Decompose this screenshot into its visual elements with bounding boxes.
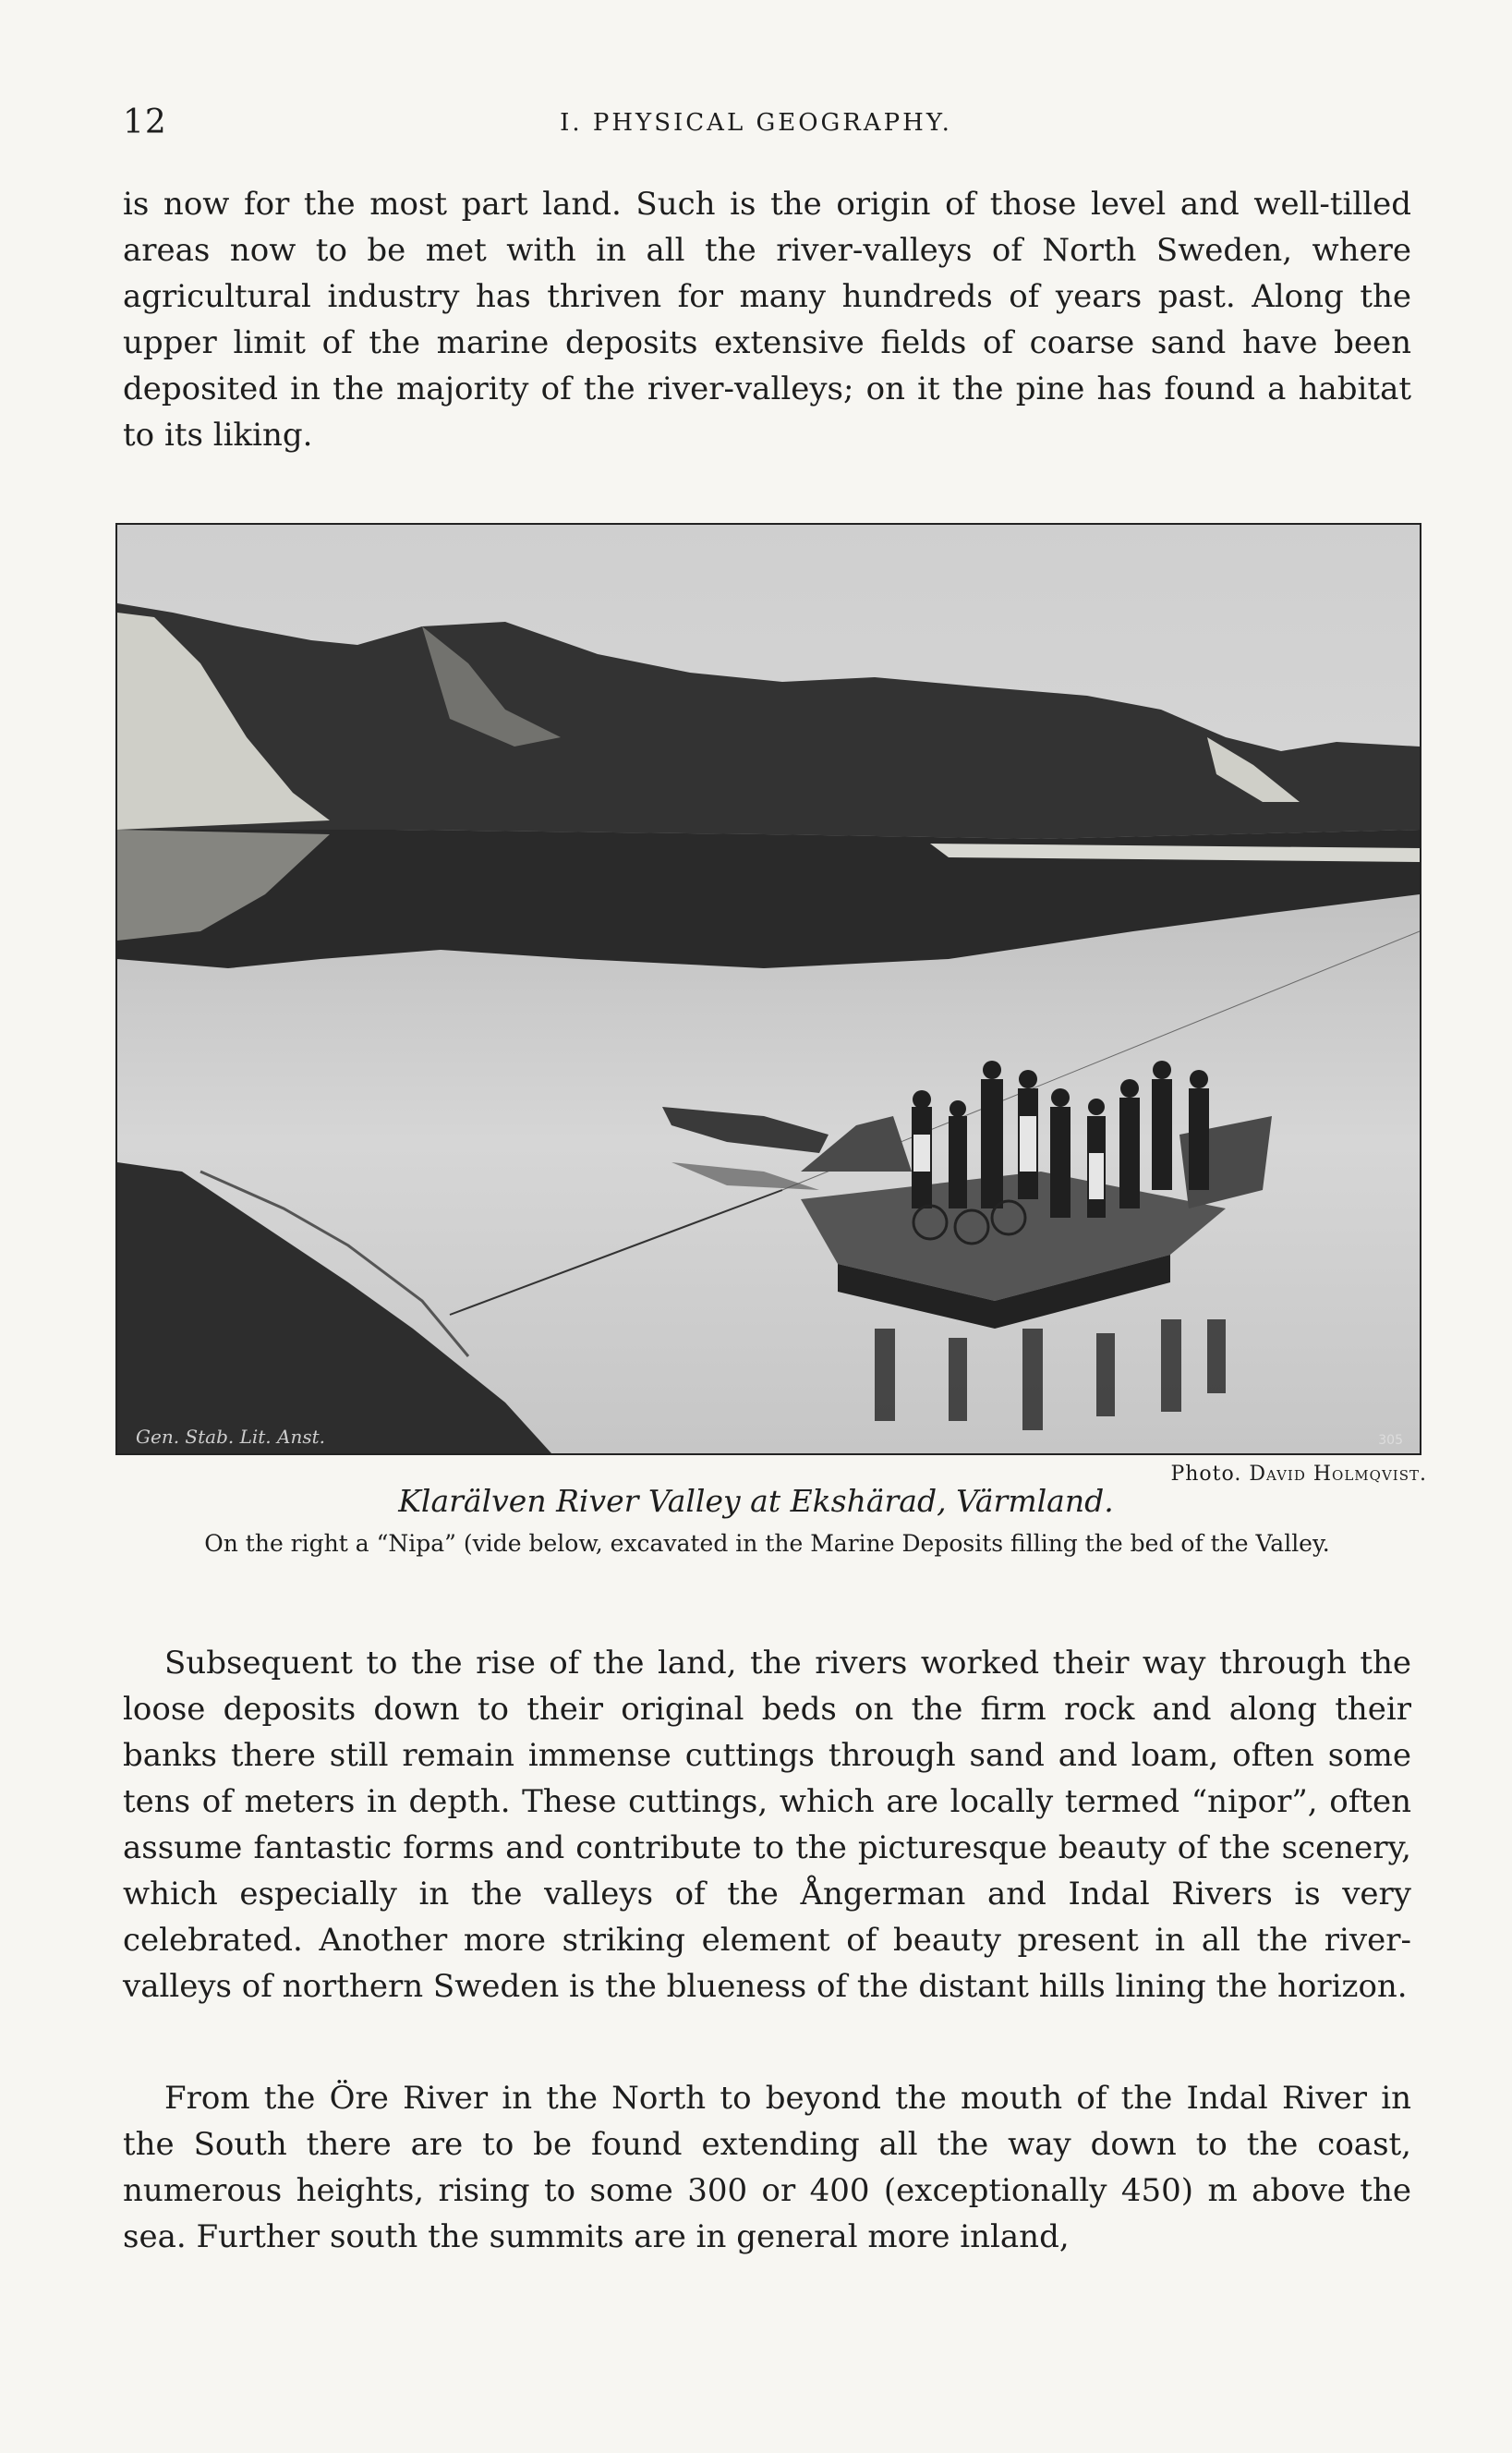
paragraph-1 — [123, 181, 1411, 458]
paragraph-3 — [123, 2075, 1411, 2260]
photograph-ferry-on-river — [115, 523, 1421, 1455]
plate-number: 305 — [1378, 1433, 1403, 1448]
engraver-mark: Gen. Stab. Lit. Anst. — [136, 1426, 325, 1448]
photo-credit-prefix: Photo. — [1170, 1463, 1242, 1486]
running-head: I. PHYSICAL GEOGRAPHY. — [560, 109, 952, 137]
paragraph-text: Subsequent to the rise of the land, the rivers worked their way through the loose deposits down to their original beds on the firm rock and along their banks there still remain immense cuttings through sand and loam, often some tens of meters in depth. These cuttings, which are locally termed “nipor”, often assume fantastic forms and contribute to the picturesque beauty of the scenery, which especially in the valleys of the Ångerman and Indal Rivers is very celebrated. Another more striking element of beauty present in all the river-valleys of northern Sweden is the blueness of the distant hills lining the horizon. — [123, 1645, 1411, 2005]
figure-caption-note: On the right a “Nipa” (vide below, excavated in the Marine Deposits filling the bed of the Valley. — [204, 1530, 1330, 1557]
paragraph-text: From the Öre River in the North to beyond the mouth of the Indal River in the South there are to be found extending all the way down to the coast, numerous heights, rising to some 300 or 400 (exceptionally 450) m above the sea. Further south the summits are in general more inland, — [123, 2080, 1411, 2255]
paragraph-text: is now for the most part land. Such is the origin of those level and well-tilled areas now to be met with in all the river-valleys of North Sweden, where agricultural industry has thriven for many hundreds of years past. Along the upper limit of the marine deposits extensive fields of coarse sand have been deposited in the majority of the river-valleys; on it the pine has found a habitat to its liking. — [123, 186, 1411, 454]
photographer-name: David Holmqvist. — [1249, 1463, 1427, 1486]
paragraph-2 — [123, 1640, 1411, 2010]
page-number: 12 — [123, 103, 167, 141]
photo-illustration — [117, 525, 1420, 1453]
figure-caption-title: Klarälven River Valley at Ekshärad, Värmland. — [398, 1483, 1114, 1519]
